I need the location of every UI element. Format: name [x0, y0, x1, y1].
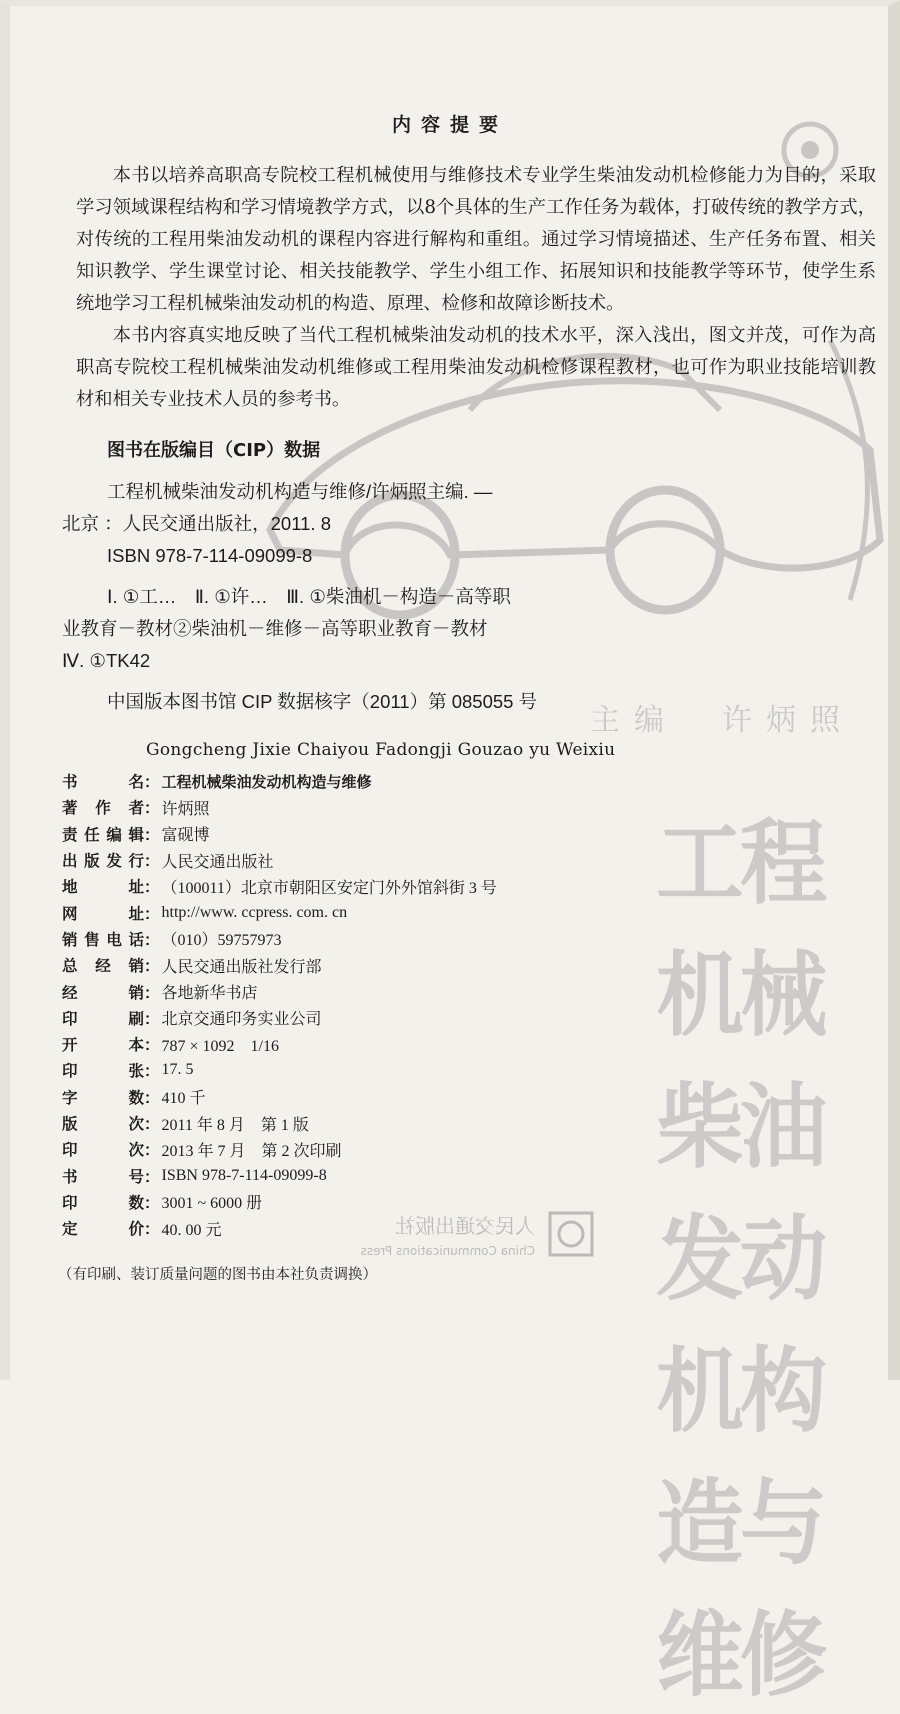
pinyin-title: Gongcheng Jixie Chaiyou Fadongji Gouzao yu Weixiu — [146, 740, 616, 760]
colophon-row — [62, 1031, 622, 1057]
colophon-colon: ： — [144, 799, 160, 818]
cip-heading: 图书在版编目（CIP）数据 — [107, 440, 321, 461]
cip-gap-2 — [62, 677, 642, 686]
colophon-label-char: 址 — [128, 904, 144, 923]
colophon-value: 许炳照 — [161, 800, 210, 818]
cip-block — [62, 476, 642, 718]
cip-line-subjects-cont: 业教育－教材②柴油机－维修－高等职业教育－教材 — [62, 618, 488, 639]
colophon-value: ISBN 978-7-114-09099-8 — [161, 1166, 327, 1184]
colophon-label-char: 刷 — [128, 1009, 144, 1028]
colophon-label — [62, 954, 144, 976]
colophon-row — [62, 1005, 622, 1031]
colophon-row — [62, 1215, 622, 1241]
colophon-value: 富砚博 — [161, 827, 210, 845]
colophon-label-char: 印 — [62, 1062, 78, 1081]
colophon-label — [62, 1191, 144, 1213]
cip-line-title: 工程机械柴油发动机构造与维修/许炳照主编. — — [107, 481, 493, 502]
colophon-row — [62, 847, 622, 873]
colophon-label — [62, 928, 144, 950]
colophon-colon: ： — [144, 983, 160, 1002]
publisher-logo-bleed-cn: 人民交通出版社 — [395, 1214, 535, 1238]
colophon-label — [62, 902, 144, 924]
colophon-label-char: 销 — [128, 957, 144, 976]
colophon-label-char: 销 — [128, 983, 144, 1002]
colophon-value: 17. 5 — [161, 1061, 194, 1079]
colophon-label-char: 印 — [62, 1193, 78, 1212]
colophon-label-char: 作 — [95, 799, 111, 818]
colophon-label-char: 电 — [106, 930, 122, 949]
colophon-colon: ： — [144, 852, 160, 871]
colophon-value: http://www. ccpress. com. cn — [161, 903, 348, 921]
colophon-colon: ： — [144, 825, 160, 844]
colophon-row — [62, 1084, 622, 1110]
colophon-row — [62, 1162, 622, 1188]
colophon-label — [62, 1165, 144, 1187]
colophon-label-char: 总 — [62, 957, 78, 976]
colophon-label — [62, 1059, 144, 1081]
colophon-colon: ： — [144, 904, 160, 923]
book-title-bleed — [656, 790, 894, 1714]
colophon-label-char: 版 — [62, 1115, 78, 1133]
colophon-colon: ： — [144, 957, 160, 976]
colophon-label-char: 书 — [62, 773, 78, 792]
quality-notice: （有印刷、装订质量问题的图书由本社负责调换） — [58, 1267, 377, 1283]
colophon-label — [62, 1007, 144, 1029]
colophon-label-char: 名 — [128, 773, 144, 792]
colophon-colon: ： — [144, 1009, 160, 1028]
colophon-row — [62, 1110, 622, 1136]
colophon-label-char: 印 — [62, 1141, 78, 1160]
abstract-body — [76, 160, 876, 416]
colophon-colon: ： — [144, 773, 160, 792]
abstract-paragraph-2: 本书内容真实地反映了当代工程机械柴油发动机的技术水平，深入浅出，图文并茂，可作为高职高专院校工程机械柴油发动机维修或工程用柴油发动机检修课程教材，也可作为职业技能培训教材和相关专业技术人员的参考书。 — [76, 325, 876, 410]
colophon-label-char: 销 — [62, 930, 78, 949]
colophon-label-char: 网 — [62, 904, 78, 923]
colophon — [62, 768, 622, 1241]
colophon-value: 410 千 — [161, 1090, 206, 1108]
colophon-label-char: 次 — [128, 1115, 144, 1133]
colophon-colon: ： — [144, 1167, 160, 1186]
colophon-value: 787 × 1092 1/16 — [161, 1037, 279, 1055]
editor-line-bleed: 主编 许炳照 — [590, 703, 854, 738]
colophon-label-char: 版 — [84, 852, 100, 871]
colophon-label-char: 书 — [62, 1167, 78, 1186]
colophon-label — [62, 875, 144, 897]
colophon-value: 2013 年 7 月 第 2 次印刷 — [161, 1142, 342, 1160]
colophon-value: 40. 00 元 — [161, 1221, 222, 1239]
colophon-label — [62, 796, 144, 818]
cip-line-classification: Ⅳ. ①TK42 — [62, 650, 151, 671]
colophon-label-char: 号 — [128, 1167, 144, 1186]
colophon-label-char: 任 — [84, 825, 100, 844]
cip-gap — [62, 572, 642, 581]
colophon-label-char: 者 — [128, 799, 144, 818]
colophon-value: 3001 ~ 6000 册 — [161, 1195, 263, 1213]
colophon-row — [62, 978, 622, 1004]
colophon-colon: ： — [144, 1088, 160, 1107]
colophon-label-char: 著 — [62, 799, 78, 818]
cip-line-record: 中国版本图书馆 CIP 数据核字（2011）第 085055 号 — [107, 691, 538, 712]
colophon-label-char: 经 — [95, 957, 111, 976]
cip-line-subjects: Ⅰ. ①工… Ⅱ. ①许… Ⅲ. ①柴油机－构造－高等职 — [107, 586, 511, 607]
colophon-label-char: 开 — [62, 1036, 78, 1055]
colophon-colon: ： — [144, 930, 160, 949]
colophon-label-char: 责 — [62, 825, 78, 844]
colophon-row — [62, 768, 622, 794]
colophon-label-char: 地 — [62, 878, 78, 897]
colophon-colon: ： — [144, 1115, 160, 1133]
colophon-row — [62, 794, 622, 820]
publisher-logo-bleed-en: China Communications Press — [360, 1244, 535, 1258]
colophon-value: （010）59757973 — [161, 932, 282, 950]
colophon-label-char: 本 — [128, 1036, 144, 1055]
colophon-label-char: 址 — [128, 878, 144, 897]
colophon-value: 人民交通出版社 — [161, 853, 274, 871]
colophon-label — [62, 823, 144, 845]
colophon-row — [62, 1136, 622, 1162]
abstract-paragraph-1: 本书以培养高职高专院校工程机械使用与维修技术专业学生柴油发动机检修能力为目的，采取学习领域课程结构和学习情境教学方式，以8个具体的生产工作任务为载体，打破传统的教学方式，对传统的工程用柴油发动机的课程内容进行解构和重组。通过学习情境描述、生产任务布置、相关知识教学、学生课堂讨论、相关技能教学、学生小组工作、拓展知识和技能教学等环节，使学生系统地学习工程机械柴油发动机的构造、原理、检修和故障诊断技术。 — [76, 165, 876, 314]
colophon-label-char: 售 — [84, 930, 100, 949]
colophon-label-char: 经 — [62, 983, 78, 1002]
colophon-label — [62, 1112, 144, 1134]
colophon-label — [62, 849, 144, 871]
colophon-value: 人民交通出版社发行部 — [161, 958, 322, 976]
colophon-label-char: 印 — [62, 1009, 78, 1028]
colophon-row — [62, 821, 622, 847]
colophon-label-char: 定 — [62, 1220, 78, 1239]
colophon-value: 各地新华书店 — [161, 985, 258, 1003]
colophon-value: 2011 年 8 月 第 1 版 — [161, 1116, 309, 1134]
abstract-title: 内容提要 — [391, 114, 508, 136]
colophon-row — [62, 1189, 622, 1215]
colophon-label — [62, 770, 144, 792]
colophon-label — [62, 1138, 144, 1160]
colophon-label — [62, 1086, 144, 1108]
colophon-label-char: 发 — [106, 852, 122, 871]
colophon-label-char: 话 — [128, 930, 144, 949]
colophon-label-char: 张 — [128, 1062, 144, 1081]
colophon-label-char: 数 — [128, 1193, 144, 1212]
colophon-label-char: 次 — [128, 1141, 144, 1160]
colophon-value: （100011）北京市朝阳区安定门外外馆斜街 3 号 — [161, 879, 497, 897]
colophon-label-char: 数 — [128, 1088, 144, 1107]
colophon-colon: ： — [144, 1220, 160, 1239]
cip-line-isbn: ISBN 978-7-114-09099-8 — [107, 545, 313, 566]
colophon-row — [62, 952, 622, 978]
colophon-label — [62, 981, 144, 1003]
colophon-label-char: 辑 — [128, 825, 144, 844]
colophon-label-char: 出 — [62, 852, 78, 871]
colophon-colon: ： — [144, 1036, 160, 1055]
colophon-row — [62, 926, 622, 952]
colophon-colon: ： — [144, 1193, 160, 1212]
colophon-label-char: 价 — [128, 1220, 144, 1239]
book-title-bleed-text: 工程机械柴油发动机构造与维修 — [656, 810, 824, 1709]
colophon-label-char: 字 — [62, 1088, 78, 1107]
colophon-colon: ： — [144, 1141, 160, 1160]
colophon-value: 工程机械柴油发动机构造与维修 — [161, 772, 372, 791]
colophon-label — [62, 1033, 144, 1055]
colophon-label-char: 行 — [128, 852, 144, 871]
cip-line-publisher: 北京 ：人民交通出版社，2011. 8 — [62, 513, 331, 534]
colophon-colon: ： — [144, 878, 160, 897]
colophon-value: 北京交通印务实业公司 — [161, 1011, 322, 1029]
colophon-colon: ： — [144, 1062, 160, 1081]
colophon-row — [62, 873, 622, 899]
colophon-label-char: 编 — [106, 825, 122, 844]
colophon-row — [62, 899, 622, 925]
colophon-row — [62, 1057, 622, 1083]
colophon-label — [62, 1217, 144, 1239]
